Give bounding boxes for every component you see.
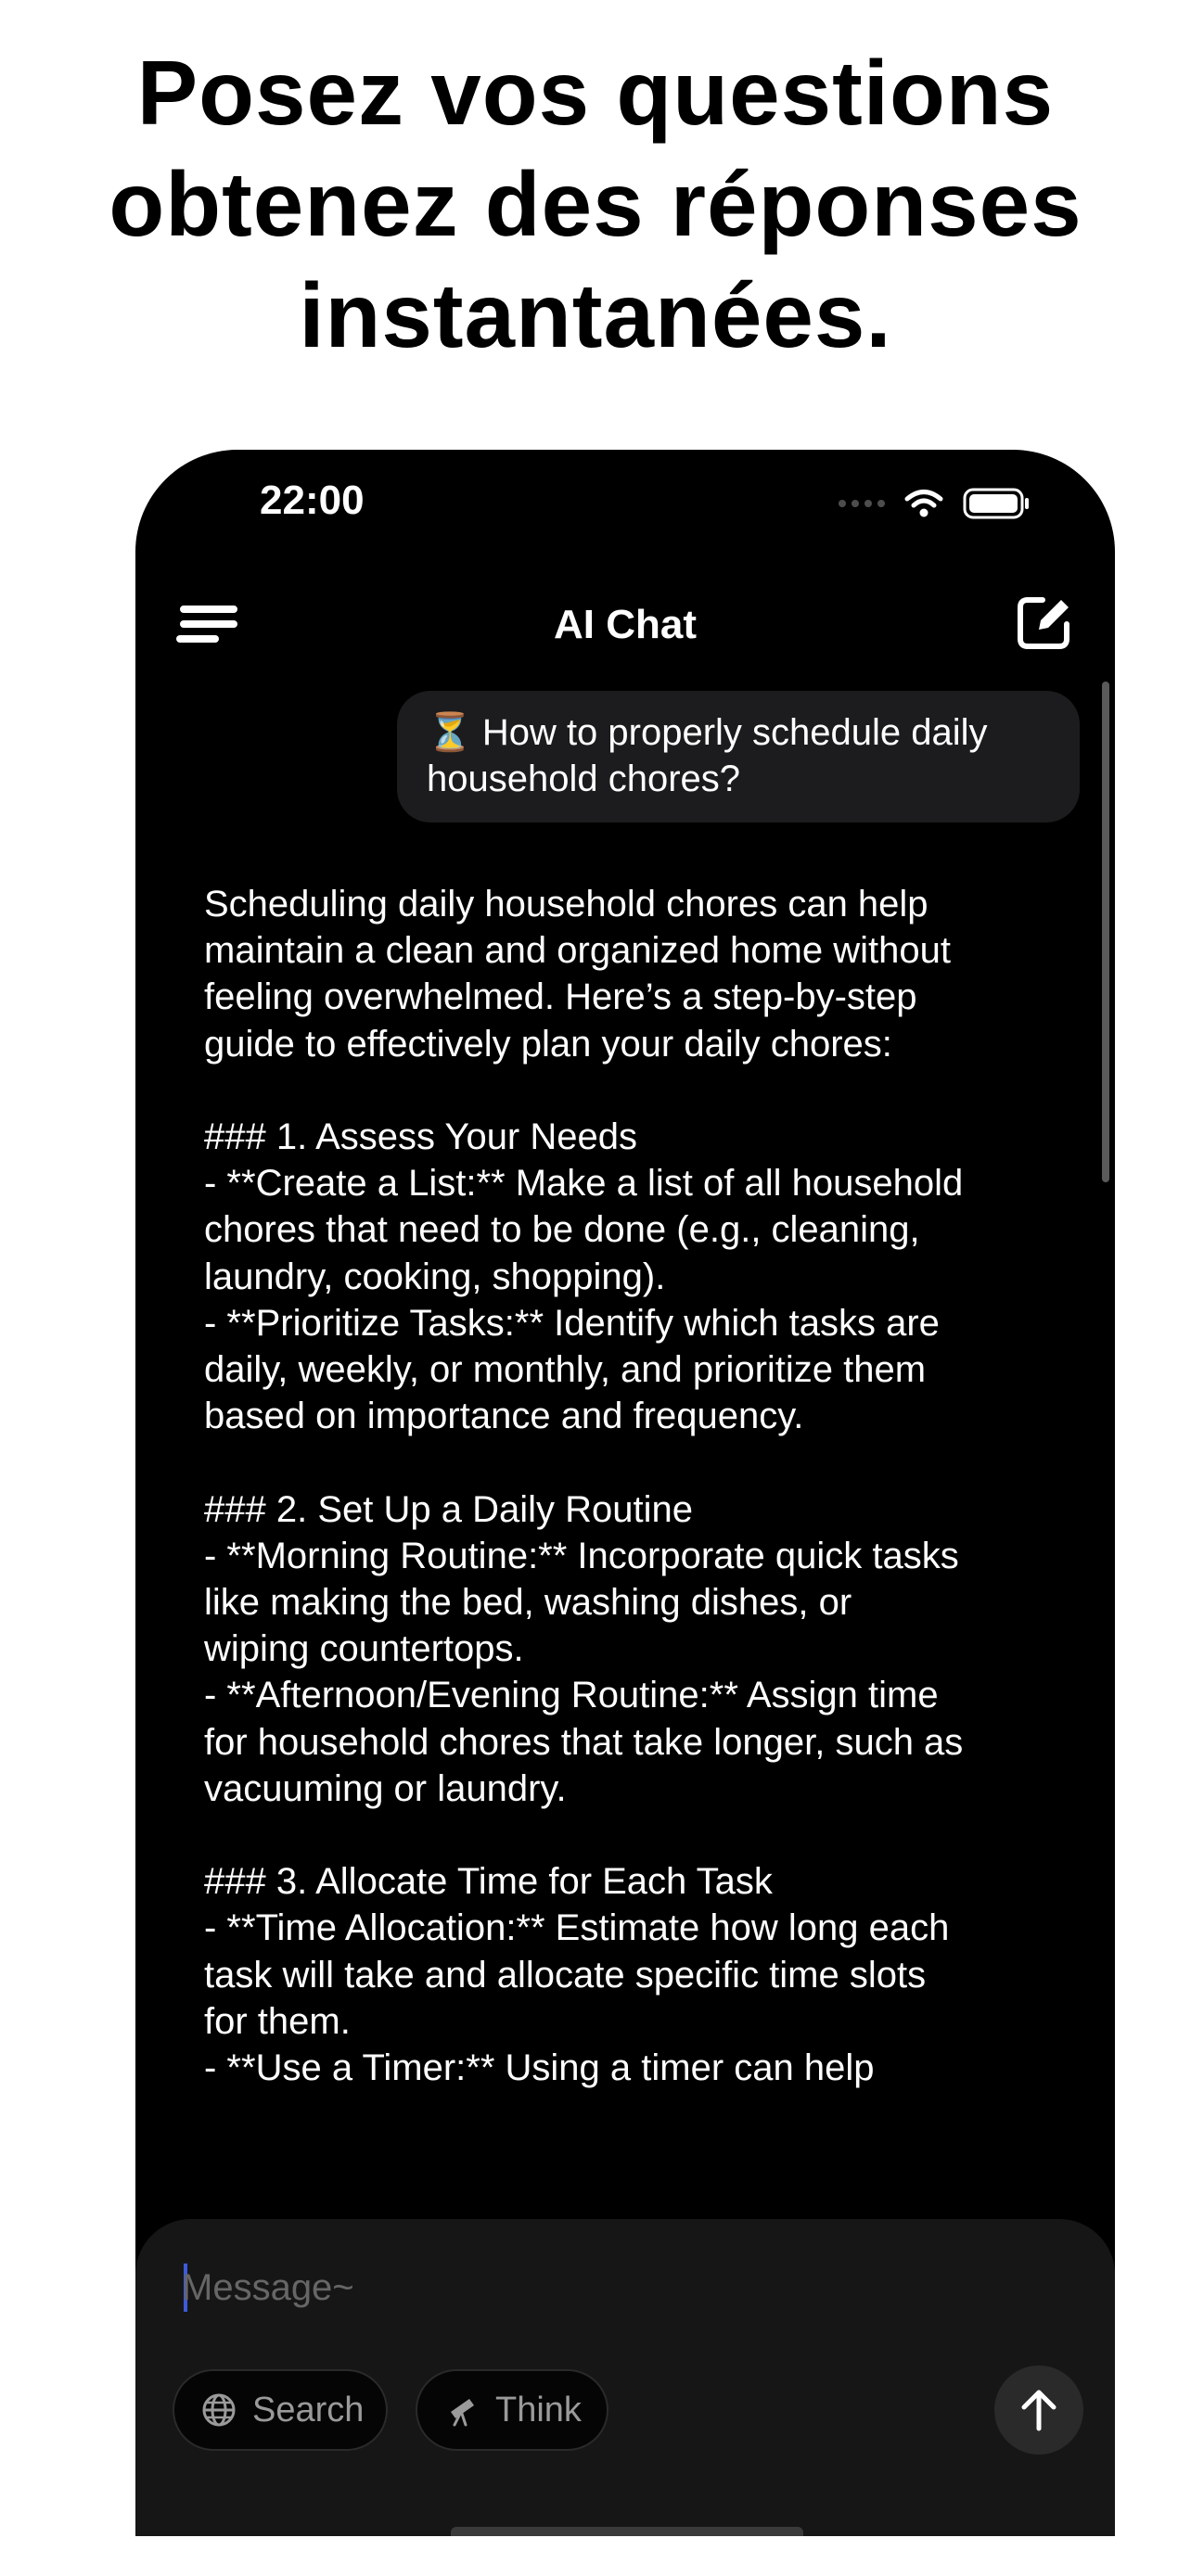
- status-icons: [839, 487, 1031, 520]
- page-title: AI Chat: [554, 602, 697, 647]
- think-toggle-button[interactable]: [416, 2369, 608, 2451]
- arrow-up-icon: [1013, 2384, 1065, 2436]
- compose-icon: [1015, 593, 1074, 652]
- status-time: 22:00: [260, 478, 365, 523]
- user-message-bubble: [397, 691, 1080, 823]
- send-button[interactable]: [994, 2366, 1083, 2455]
- telescope-icon: [443, 2391, 480, 2429]
- message-input[interactable]: [182, 2260, 1017, 2315]
- cellular-signal-icon: [839, 500, 885, 507]
- headline-line-3: instantanées.: [299, 264, 892, 366]
- composer: [135, 2219, 1115, 2536]
- phone-frame: [135, 450, 1115, 2536]
- search-toggle-button[interactable]: [173, 2369, 388, 2451]
- scrollbar[interactable]: [1102, 682, 1109, 1182]
- headline: [0, 37, 1191, 371]
- globe-icon: [200, 2391, 237, 2429]
- headline-line-2: obtenez des réponses: [109, 153, 1082, 255]
- search-label: Search: [252, 2390, 365, 2429]
- home-indicator: [451, 2527, 803, 2536]
- hourglass-icon: ⏳: [427, 712, 473, 753]
- assistant-message-text: Scheduling daily household chores can help maintain a clean and organized home without feeling overwhelmed. Here’s a step-by-step guide to effectively plan your daily chores: ### 1. Assess Your Needs - **Create a List:** Make a list of all household chores that need to be done (e.g., cleaning, laundry, cooking, shopping). - **Prioritize Tasks:** Identify which tasks are daily, weekly, or monthly, and prioritize them based on importance and frequency. ### 2. Set Up a Daily Routine - **Morning Routine:** Incorporate quick tasks like making the bed, washing dishes, or wiping countertops. - **Afternoon/Evening Routine:** Assign time for household chores that take longer, such as vacuuming or laundry. ### 3. Allocate Time for Each Task - **Time Allocation:** Estimate how long each task will take and allocate specific time slots for them. - **Use a Timer:** Using a timer can help: [204, 884, 964, 2089]
- new-chat-button[interactable]: [1015, 593, 1074, 652]
- nav-bar: [135, 580, 1115, 663]
- user-message-text: How to properly schedule daily household chores?: [427, 712, 988, 799]
- wifi-icon: [905, 489, 942, 518]
- think-label: Think: [495, 2390, 582, 2429]
- headline-line-1: Posez vos questions: [136, 42, 1055, 144]
- battery-icon: [963, 487, 1031, 520]
